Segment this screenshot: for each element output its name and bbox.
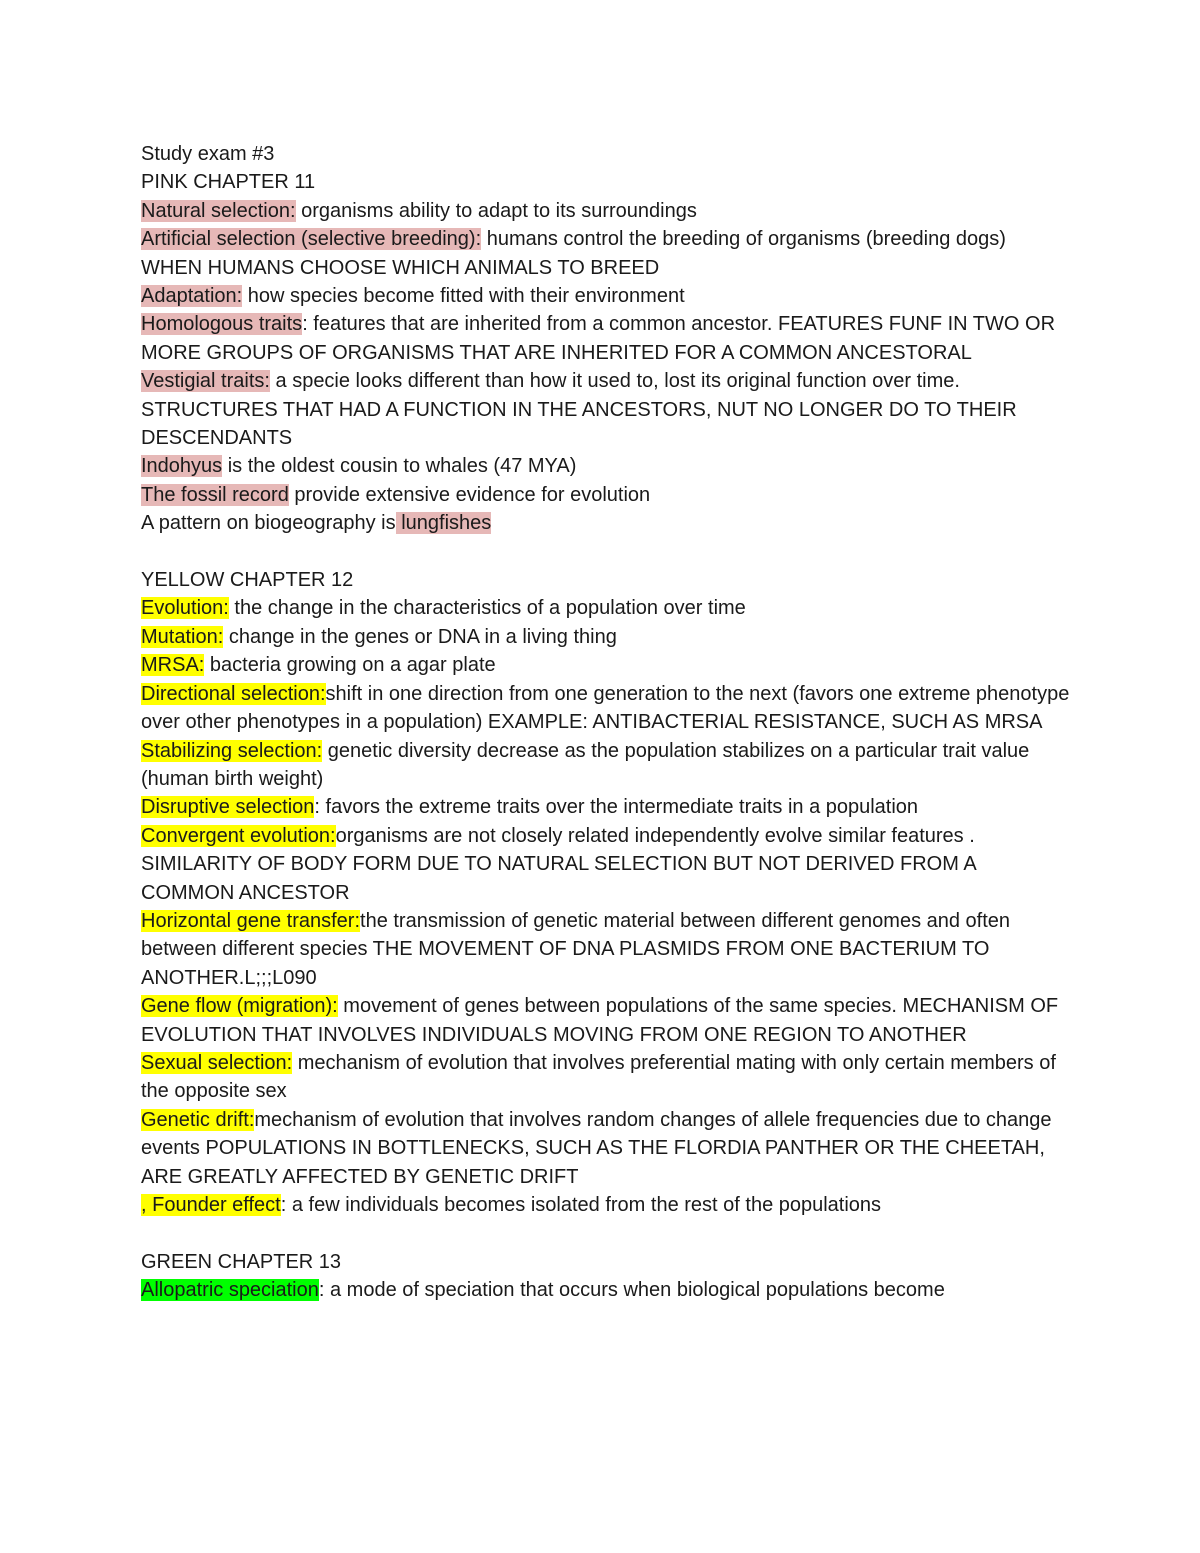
highlighted-term: Horizontal gene transfer: bbox=[141, 909, 361, 932]
definition-text: the change in the characteristics of a population over time bbox=[228, 597, 746, 620]
highlighted-term: lungfishes bbox=[395, 512, 492, 535]
highlighted-term: Stabilizing selection: bbox=[141, 739, 323, 762]
definition-entry bbox=[141, 481, 1071, 509]
definition-entry bbox=[141, 793, 1071, 821]
highlighted-term: MRSA: bbox=[141, 654, 205, 677]
definition-entry bbox=[141, 822, 1071, 907]
definition-entry bbox=[141, 594, 1071, 622]
highlighted-term: Disruptive selection bbox=[141, 796, 315, 819]
definition-entry bbox=[141, 1276, 1071, 1304]
definition-entry bbox=[141, 907, 1071, 992]
highlighted-term: Convergent evolution: bbox=[141, 824, 336, 847]
definition-text: a specie looks different than how it used to, lost its original function over time. STRUCTURES THAT HAD A FUNCTION IN THE ANCESTORS, NUT NO LONGER DO TO THEIR DESCENDANTS bbox=[141, 370, 1017, 450]
highlighted-term: Evolution: bbox=[141, 597, 229, 620]
definition-text: the transmission of genetic material between different genomes and often between different species THE MOVEMENT OF DNA PLASMIDS FROM ONE BACTERIUM TO ANOTHER.L;;;L090 bbox=[141, 909, 1011, 989]
highlighted-term: Adaptation: bbox=[141, 285, 243, 308]
definition-text: : a mode of speciation that occurs when biological populations become bbox=[318, 1279, 945, 1302]
definition-text: movement of genes between populations of the same species. MECHANISM OF EVOLUTION THAT INVOLVES INDIVIDUALS MOVING FROM ONE REGION TO ANOTHER bbox=[141, 995, 1059, 1046]
highlighted-term: Gene flow (migration): bbox=[141, 995, 338, 1018]
definition-entry bbox=[141, 1049, 1071, 1106]
definition-entry bbox=[141, 282, 1071, 310]
definition-text: shift in one direction from one generation to the next (favors one extreme phenotype over other phenotypes in a population) EXAMPLE: ANTIBACTERIAL RESISTANCE, SUCH AS MRSA bbox=[141, 682, 1070, 734]
definition-entry bbox=[141, 992, 1071, 1049]
definition-text: provide extensive evidence for evolution bbox=[288, 483, 651, 506]
definition-text: genetic diversity decrease as the population stabilizes on a particular trait value (human birth weight) bbox=[141, 739, 1030, 790]
definition-entry bbox=[141, 737, 1071, 794]
highlighted-term: Indohyus bbox=[141, 455, 223, 478]
highlighted-term: Allopatric speciation bbox=[141, 1279, 319, 1302]
definition-text: organisms ability to adapt to its surroundings bbox=[295, 199, 697, 222]
highlighted-term: Directional selection: bbox=[141, 682, 326, 705]
definition-text: change in the genes or DNA in a living thing bbox=[223, 625, 617, 648]
definition-text: how species become fitted with their environment bbox=[242, 285, 685, 308]
section-heading-chapter-11: PINK CHAPTER 11 bbox=[141, 171, 316, 194]
highlighted-term: Vestigial traits: bbox=[141, 370, 270, 393]
highlighted-term: , Founder effect bbox=[141, 1194, 281, 1217]
highlighted-term: Artificial selection (selective breeding): bbox=[141, 228, 482, 251]
blank-line bbox=[141, 538, 1071, 566]
definition-entry bbox=[141, 680, 1071, 737]
definition-entry bbox=[141, 1191, 1071, 1219]
definition-entry bbox=[141, 452, 1071, 480]
highlighted-term: Sexual selection: bbox=[141, 1051, 293, 1074]
definition-text: is the oldest cousin to whales (47 MYA) bbox=[222, 455, 577, 478]
highlighted-term: Genetic drift: bbox=[141, 1108, 255, 1131]
definition-text: A pattern on biogeography is bbox=[141, 512, 396, 535]
definition-entry bbox=[141, 197, 1071, 225]
highlighted-term: Natural selection: bbox=[141, 199, 296, 222]
definition-entry bbox=[141, 623, 1071, 651]
definition-text: organisms are not closely related independently evolve similar features . SIMILARITY OF BODY FORM DUE TO NATURAL SELECTION BUT NOT DERIVED FROM A COMMON ANCESTOR bbox=[141, 824, 976, 904]
document-body bbox=[141, 140, 1071, 1305]
definition-entry bbox=[141, 509, 1071, 537]
definition-entry bbox=[141, 310, 1071, 367]
definition-entry bbox=[141, 1106, 1071, 1191]
section-heading-chapter-12: YELLOW CHAPTER 12 bbox=[141, 569, 354, 592]
definition-entry bbox=[141, 225, 1071, 282]
definition-text: : favors the extreme traits over the intermediate traits in a population bbox=[314, 796, 919, 819]
highlighted-term: The fossil record bbox=[141, 483, 289, 506]
definition-text: : features that are inherited from a common ancestor. FEATURES FUNF IN TWO OR MORE GROUPS OF ORGANISMS THAT ARE INHERITED FOR A COMMON ANCESTORAL bbox=[141, 313, 1056, 364]
highlighted-term: Homologous traits bbox=[141, 313, 303, 336]
definition-text: humans control the breeding of organisms (breeding dogs) WHEN HUMANS CHOOSE WHICH ANIMALS TO BREED bbox=[141, 228, 1006, 279]
document-title: Study exam #3 bbox=[141, 143, 275, 165]
definition-entry bbox=[141, 367, 1071, 452]
definition-text: : a few individuals becomes isolated from the rest of the populations bbox=[280, 1194, 882, 1217]
definition-text: mechanism of evolution that involves random changes of allele frequencies due to change events POPULATIONS IN BOTTLENECKS, SUCH AS THE FLORDIA PANTHER OR THE CHEETAH, ARE GREATLY AFFECTED BY GENETIC DRIFT bbox=[141, 1108, 1052, 1188]
definition-text: mechanism of evolution that involves preferential mating with only certain members of the opposite sex bbox=[141, 1051, 1056, 1103]
section-heading-chapter-13: GREEN CHAPTER 13 bbox=[141, 1250, 342, 1273]
definition-entry bbox=[141, 651, 1071, 679]
blank-line bbox=[141, 1219, 1071, 1247]
definition-text: bacteria growing on a agar plate bbox=[204, 654, 496, 677]
highlighted-term: Mutation: bbox=[141, 625, 224, 648]
